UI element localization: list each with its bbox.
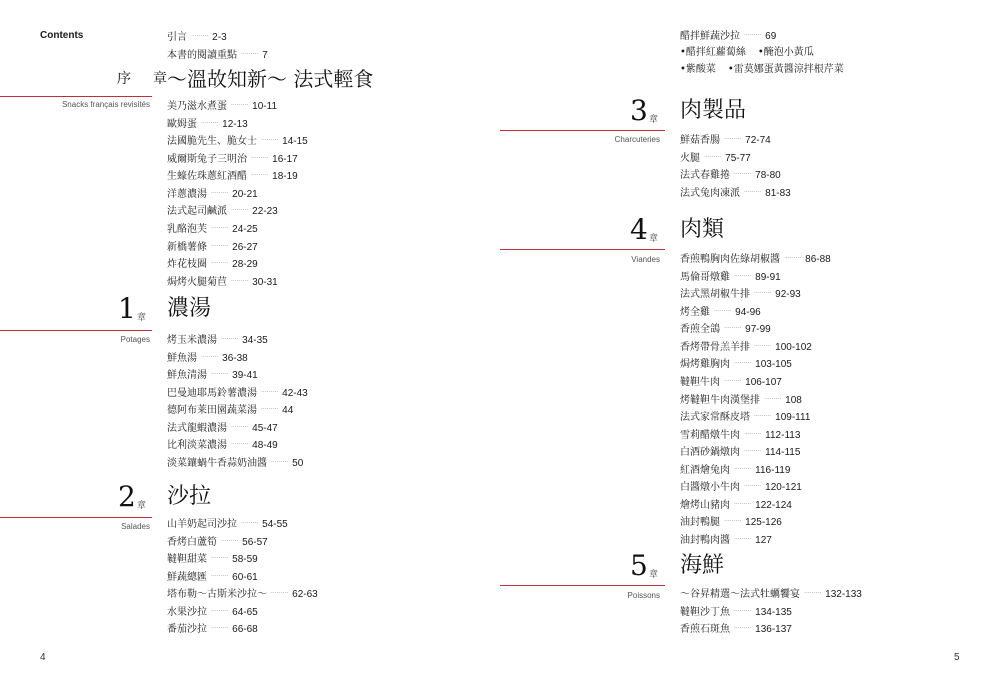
chapter-rule: [500, 249, 665, 250]
list-item[interactable]: 法式龍蝦濃湯 ········· 45-47: [167, 422, 278, 434]
chapter-rule: [500, 585, 665, 586]
list-item[interactable]: 引言 ········· 2-3: [167, 31, 227, 43]
list-item[interactable]: 塔布勒～古斯米沙拉～ ········· 62-63: [167, 589, 318, 601]
list-item[interactable]: 德阿布莱田園蔬菜湯 ········· 44: [167, 405, 294, 417]
chapter-number: 序 章: [117, 71, 171, 87]
chapter-title: 肉類: [680, 217, 725, 242]
chapter-number: 4: [630, 213, 648, 246]
list-item[interactable]: 鮮魚湯 ········· 36-38: [167, 352, 248, 364]
chapter-1-list: [167, 332, 308, 473]
list-item[interactable]: 白酒砂鍋燉肉 ········· 114-115: [680, 447, 801, 459]
chapter-number: 5: [630, 549, 648, 582]
salad-continued: [680, 28, 776, 46]
chapter-4-list: [680, 251, 831, 550]
chapter-number: 2: [118, 480, 136, 513]
intro-list: [167, 29, 268, 64]
list-item[interactable]: 法國脆先生、脆女士 ········· 14-15: [167, 135, 308, 147]
list-item[interactable]: 水果沙拉 ········· 64-65: [167, 606, 258, 618]
list-item[interactable]: 法式春雞捲 ········· 78-80: [680, 169, 781, 181]
list-item[interactable]: 雪莉醋燉牛肉 ········· 112-113: [680, 429, 801, 441]
list-item[interactable]: 鮮菇香腸 ········· 72-74: [680, 134, 771, 146]
list-item[interactable]: 馬倫哥燉雞 ········· 89-91: [680, 271, 781, 283]
chapter-title: 海鮮: [680, 553, 725, 578]
chapter-subtitle: Potages: [120, 335, 150, 344]
chapter-number: 1: [118, 292, 136, 325]
list-item[interactable]: 新橋薯條 ········· 26-27: [167, 241, 258, 253]
list-item[interactable]: 山羊奶起司沙拉 ········· 54-55: [167, 518, 288, 530]
chapter-title: 肉製品: [680, 98, 747, 123]
page-number-right: 5: [954, 652, 960, 663]
list-item[interactable]: 香煎全鴿 ········· 97-99: [680, 324, 771, 336]
list-item[interactable]: 焗烤火腿菊苣 ········· 30-31: [167, 276, 278, 288]
list-item[interactable]: 油封鴨腿 ········· 125-126: [680, 517, 782, 529]
page-number-left: 4: [40, 652, 46, 663]
list-item[interactable]: 巴曼迪耶馬鈴薯濃湯 ········· 42-43: [167, 387, 308, 399]
list-item[interactable]: 烤玉米濃湯 ········· 34-35: [167, 334, 268, 346]
list-item[interactable]: 香烤白蘆筍 ········· 56-57: [167, 536, 268, 548]
list-item[interactable]: 淡菜鑲蝸牛香蒜奶油醬 ········· 50: [167, 457, 304, 469]
chapter-rule: [500, 130, 665, 131]
list-item[interactable]: 油封鴨肉醬 ········· 127: [680, 534, 772, 546]
list-item[interactable]: 美乃滋水煮蛋 ········· 10-11: [167, 100, 278, 112]
list-item[interactable]: 韃靼沙丁魚 ········· 134-135: [680, 606, 792, 618]
list-item[interactable]: 番茄沙拉 ········· 66-68: [167, 624, 258, 636]
chapter-zhang: 章: [649, 570, 659, 580]
chapter-title: 濃湯: [167, 296, 212, 321]
list-item[interactable]: 法式黑胡椒牛排 ········· 92-93: [680, 288, 801, 300]
list-item[interactable]: 威爾斯兔子三明治 ········· 16-17: [167, 153, 298, 165]
chapter-number: 3: [630, 94, 648, 127]
chapter-rule: [0, 96, 152, 97]
chapter-subtitle: Salades: [121, 522, 150, 531]
list-item[interactable]: 白醬燉小牛肉 ········· 120-121: [680, 482, 802, 494]
chapter-5-list: [680, 586, 862, 639]
list-item[interactable]: 韃靼牛肉 ········· 106-107: [680, 376, 782, 388]
chapter-rule: [0, 330, 152, 331]
chapter-zhang: 章: [137, 313, 147, 323]
list-item[interactable]: 烤全雞 ········· 94-96: [680, 306, 761, 318]
list-item[interactable]: 炸花枝圈 ········· 28-29: [167, 258, 258, 270]
list-item[interactable]: 醋拌鮮蔬沙拉 ········· 69: [680, 30, 777, 42]
list-item[interactable]: 紅酒燴兔肉 ········· 116-119: [680, 464, 791, 476]
list-item[interactable]: 鮮蔬總匯 ········· 60-61: [167, 571, 258, 583]
salad-sub-items: [680, 44, 844, 78]
chapter-2-list: [167, 516, 318, 639]
list-item[interactable]: 香烤帶骨羔羊排 ········· 100-102: [680, 341, 812, 353]
chapter-title: ～溫故知新～ 法式輕食: [167, 67, 374, 91]
list-item[interactable]: 香煎石斑魚 ········· 136-137: [680, 623, 792, 635]
list-item[interactable]: 鮮魚清湯 ········· 39-41: [167, 369, 258, 381]
chapter-subtitle: Viandes: [631, 255, 660, 264]
list-item[interactable]: 火腿 ········· 75-77: [680, 152, 751, 164]
chapter-title: 沙拉: [167, 484, 212, 509]
list-item[interactable]: 歐姆蛋 ········· 12-13: [167, 118, 248, 130]
chapter-rule: [0, 517, 152, 518]
list-item[interactable]: 香煎鴨胸肉佐綠胡椒醬 ········· 86-88: [680, 253, 831, 265]
list-item[interactable]: 本書的閱讀重點 ········· 7: [167, 49, 268, 61]
list-item[interactable]: 燴烤山豬肉 ········· 122-124: [680, 499, 792, 511]
prologue-list: [167, 98, 308, 291]
list-item[interactable]: 韃靼甜菜 ········· 58-59: [167, 553, 258, 565]
bullet-line: •紫酸菜 •雷莫娜蛋黃醬涼拌根芹菜: [680, 64, 844, 75]
chapter-3-list: [680, 132, 791, 202]
list-item[interactable]: 法式起司鹹派 ········· 22-23: [167, 206, 278, 218]
list-item[interactable]: ～谷昇精選～法式牡蠣饗宴 ········· 132-133: [680, 588, 862, 600]
list-item[interactable]: 比利淡菜濃湯 ········· 48-49: [167, 440, 278, 452]
chapter-subtitle: Poissons: [627, 591, 660, 600]
chapter-subtitle: Snacks français revisités: [61, 100, 150, 109]
list-item[interactable]: 法式兔肉凍派 ········· 81-83: [680, 187, 791, 199]
list-item[interactable]: 焗烤雞胸肉 ········· 103-105: [680, 359, 792, 371]
chapter-zhang: 章: [649, 234, 659, 244]
chapter-zhang: 章: [649, 115, 659, 125]
list-item[interactable]: 乳酪泡芙 ········· 24-25: [167, 223, 258, 235]
chapter-zhang: 章: [137, 501, 147, 511]
bullet-line: •醋拌紅蘿蔔絲 •醃泡小黃瓜: [680, 47, 814, 58]
list-item[interactable]: 生蠔佐珠蔥紅酒醋 ········· 18-19: [167, 171, 298, 183]
contents-heading: Contents: [40, 30, 84, 41]
list-item[interactable]: 法式家常酥皮塔 ········· 109-111: [680, 411, 811, 423]
chapter-subtitle: Charcuteries: [614, 135, 660, 144]
list-item[interactable]: 洋蔥濃湯 ········· 20-21: [167, 188, 258, 200]
list-item[interactable]: 烤韃靼牛肉漢堡排 ········· 108: [680, 394, 802, 406]
